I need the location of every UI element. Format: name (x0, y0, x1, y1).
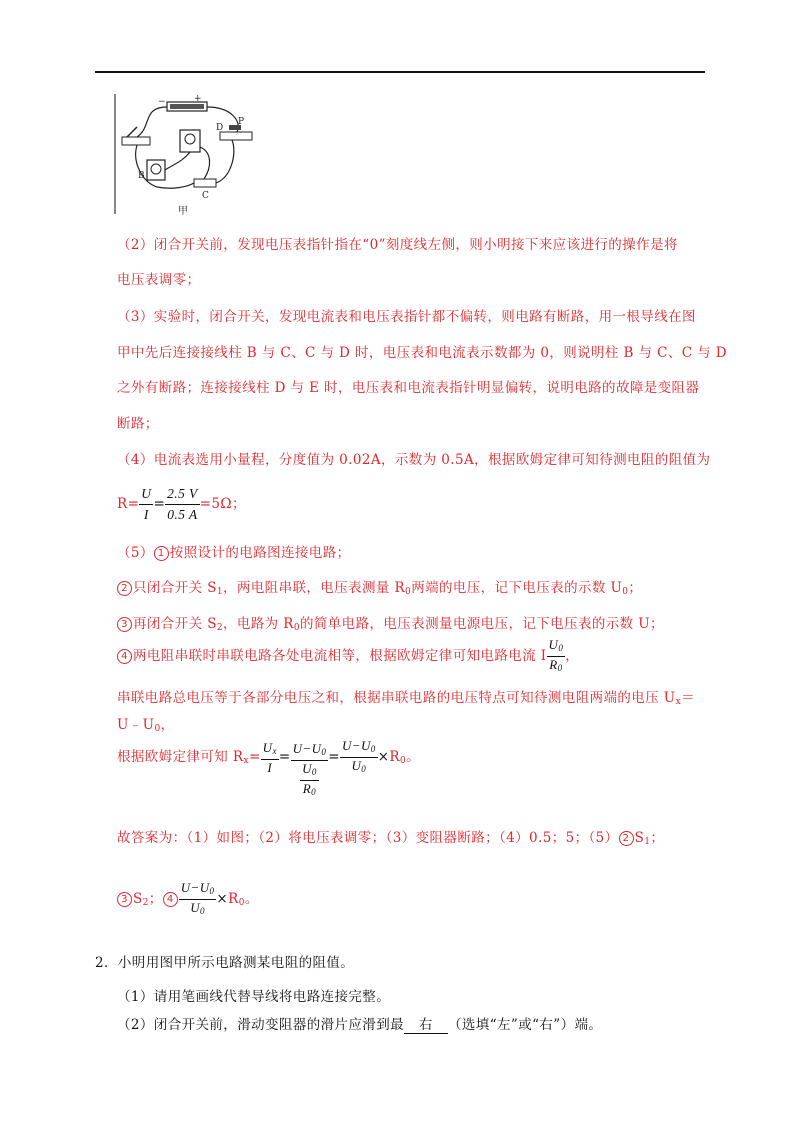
battery-plus-label: + (194, 94, 202, 104)
answer-line-3a: （3）实验时，闭合开关，发现电流表和电压表指针都不偏转，则电路有断路，用一根导线在图 (117, 309, 696, 325)
answer-line-5b: 2 只闭合开关 $S_1$，两电阻串联，电压表测量 $R_0$两端的电压，记下电压表的示数 $U_0$； (117, 576, 642, 597)
circled-2: 2 (117, 581, 132, 596)
circled-2b: 2 (619, 831, 634, 846)
answer-line-5d: 4 两电阻串联时串联电路各处电流相等，根据欧姆定律可知电路电流 I $\frac{U_0}{R_0}$ ， (117, 637, 579, 676)
label-c: C (202, 191, 209, 201)
figure-caption: 甲 (178, 206, 188, 217)
answer-blank: 右 (404, 1013, 448, 1034)
circled-1: 1 (154, 546, 169, 561)
circled-4b: 4 (163, 892, 178, 907)
answer-line-5a: （5） 1 按照设计的电路图连接电路； (117, 545, 351, 561)
answer-line-2a: （2）闭合开关前，发现电压表指针指在“0”刻度线左侧，则小明接下来应该进行的操作是将 (117, 237, 678, 253)
answer-line-3c: 之外有断路；连接接线柱 D 与 E 时，电压表和电流表指针明显偏转，说明电路的故障是变阻器 (117, 380, 700, 396)
answer-line-3b: 甲中先后连接接线柱 B 与 C、C 与 D 时，电压表和电流表示数都为 0，则说明柱 B 与 C、C 与 D (117, 345, 727, 361)
final-answer-a: 故答案为：（1）如图；（2）将电压表调零；（3）变阻器断路；（4）0.5；5；（5） 2 $S_1$； (117, 830, 665, 847)
answer-line-6a: 串联电路总电压等于各部分电压之和，根据串联电路的电压特点可知待测电阻两端的电压 $U_x=$ (117, 690, 695, 707)
question-2-stem: 2．小明用图甲所示电路测某电阻的阻值。 (95, 955, 355, 971)
label-b: B (138, 171, 145, 181)
circled-3: 3 (117, 617, 132, 632)
answer-line-3d: 断路； (117, 416, 159, 432)
fraction-ux-over-i: $\frac{U_x}{I}$ (262, 739, 277, 775)
label-d: D (216, 123, 224, 133)
battery-minus-label: − (158, 97, 166, 107)
fraction-compound: $\frac{U-U_0}{\frac{U_0}{R_0}}$ (292, 740, 327, 797)
circled-3b: 3 (117, 892, 132, 907)
final-answer-b: 3 $S_2$； 4 $\frac{U-U_0}{U_0}$ $\times R_0$。 (117, 880, 259, 919)
fraction-u0-r0: $\frac{U_0}{R_0}$ (548, 637, 564, 673)
circuit-figure (112, 92, 262, 220)
answer-line-5c: 3 再闭合开关 $S_2$，电路为 $R_0$的简单电路，电压表测量电源电压，记下电压表的示数 U； (117, 612, 664, 633)
fraction-u-over-i: $\frac{U}{I}$ (141, 486, 152, 522)
header-rule (95, 71, 705, 73)
formula-r: R= (117, 496, 140, 512)
answer-line-4a: （4）电流表选用小量程，分度值为 0.02A，示数为 0.5A，根据欧姆定律可知待测电阻的阻值为 (117, 452, 711, 468)
label-p: P (238, 117, 245, 127)
answer-line-6b: $U﹣U_0$， (117, 717, 175, 734)
answer-line-2b: 电压表调零； (117, 272, 201, 288)
answer-line-4-formula: R= $\frac{U}{I}$ = $\frac{2.5 V}{0.5 A}$ =5Ω； (117, 484, 246, 525)
fraction-final: $\frac{U-U_0}{U_0}$ (180, 880, 215, 916)
fraction-values: $\frac{2.5 V}{0.5 A}$ (167, 486, 198, 522)
answer-line-7: 根据欧姆定律可知 $R_x=$ $\frac{U_x}{I}$ = $\frac{U-U_0}{\frac{U_0}{R_0}}$ = $\frac{U-U_0}{U_0}$ $\times R_0$。 (117, 738, 420, 800)
fraction-simplified: $\frac{U-U_0}{U_0}$ (342, 738, 376, 774)
question-2-part1: （1）请用笔画线代替导线将电路连接完整。 (117, 989, 391, 1005)
circled-4: 4 (117, 649, 132, 664)
question-2-part2: （2）闭合开关前，滑动变阻器的滑片应滑到最 右 （选填“左”或“右”）端。 (117, 1013, 602, 1034)
